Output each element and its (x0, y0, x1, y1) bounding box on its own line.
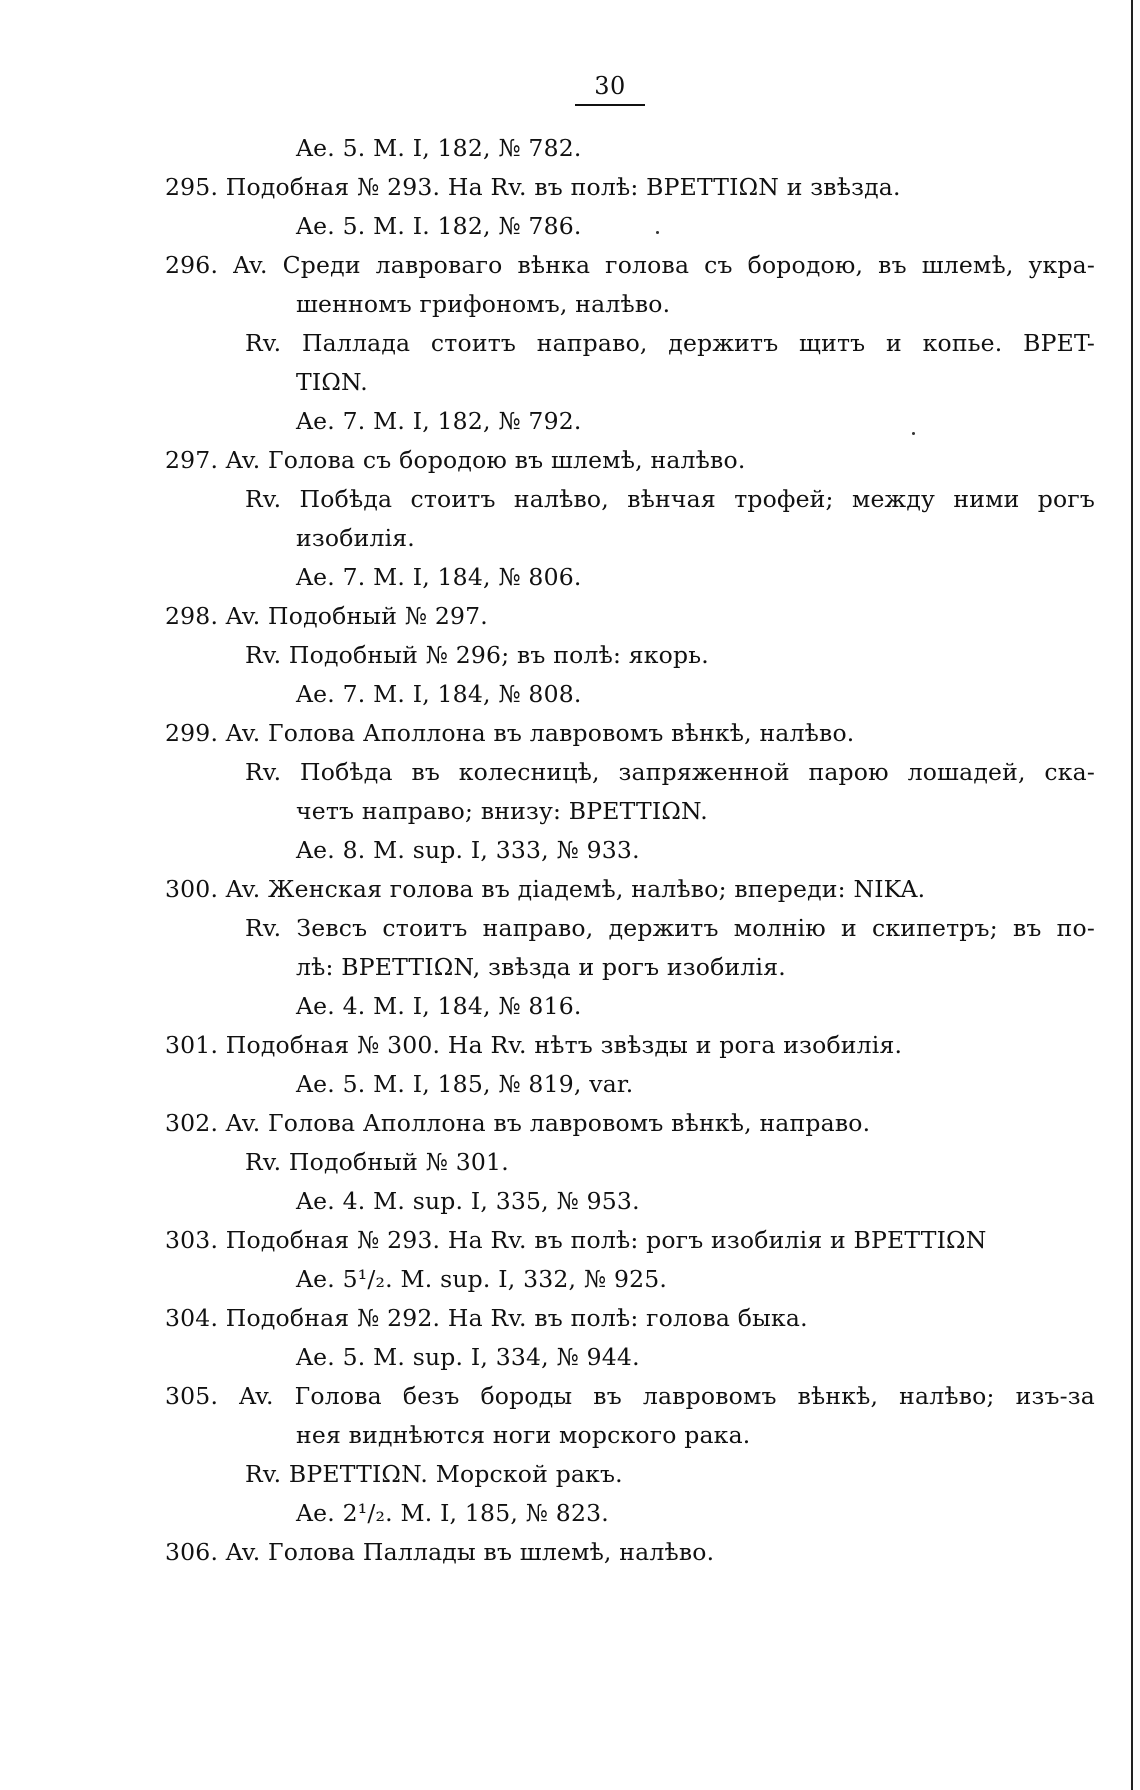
text-line: Ae. 7. M. I, 184, № 808. (296, 680, 582, 708)
text-line: 300. Av. Женская голова въ діадемѣ, налѣво; впереди: NIKA. (165, 875, 926, 903)
text-line: Ae. 7. M. I, 182, № 792. (296, 407, 582, 435)
text-line: 306. Av. Голова Паллады въ шлемѣ, налѣво. (165, 1538, 715, 1566)
text-line: Ae. 5. M. I, 182, № 782. (296, 134, 582, 162)
text-line: 304. Подобная № 292. На Rv. въ полѣ: голова быка. (165, 1304, 808, 1332)
text-line: 301. Подобная № 300. На Rv. нѣтъ звѣзды и рога изобилія. (165, 1031, 903, 1059)
text-line: 298. Av. Подобный № 297. (165, 602, 488, 630)
text-line: Ae. 5¹/₂. M. sup. I, 332, № 925. (296, 1265, 668, 1293)
text-line: 303. Подобная № 293. На Rv. въ полѣ: рогъ изобилія и BPETTIΩN (165, 1226, 987, 1254)
text-line: Ae. 5. M. I. 182, № 786. (296, 212, 582, 240)
text-line: Ae. 5. M. I, 185, № 819, var. (296, 1070, 634, 1098)
text-line: изобилія. (296, 524, 415, 552)
text-line: Rv. Побѣда въ колесницѣ, запряженной парою лошадей, ска- (245, 758, 1095, 786)
text-line: Ae. 4. M. sup. I, 335, № 953. (296, 1187, 640, 1215)
text-line: TIΩN. (296, 368, 368, 396)
text-line: 297. Av. Голова съ бородою въ шлемѣ, налѣво. (165, 446, 746, 474)
right-edge-rule (1131, 0, 1133, 1790)
text-line: Rv. Зевсъ стоитъ направо, держитъ молнію и скипетръ; въ по- (245, 914, 1095, 942)
text-line: 295. Подобная № 293. На Rv. въ полѣ: BPETTIΩN и звѣзда. (165, 173, 901, 201)
text-line: Rv. BPETTIΩN. Морской ракъ. (245, 1460, 623, 1488)
text-line: 299. Av. Голова Аполлона въ лавровомъ вѣнкѣ, налѣво. (165, 719, 855, 747)
text-line: Rv. Побѣда стоитъ налѣво, вѣнчая трофей; между ними рогъ (245, 485, 1095, 513)
text-line: Rv. Подобный № 296; въ полѣ: якорь. (245, 641, 709, 669)
text-line: Ae. 2¹/₂. M. I, 185, № 823. (296, 1499, 609, 1527)
text-line: 302. Av. Голова Аполлона въ лавровомъ вѣнкѣ, направо. (165, 1109, 871, 1137)
text-line: Ae. 5. M. sup. I, 334, № 944. (296, 1343, 640, 1371)
text-line: Rv. Подобный № 301. (245, 1148, 509, 1176)
speck (656, 231, 659, 234)
text-line: Ae. 7. M. I, 184, № 806. (296, 563, 582, 591)
text-line: четъ направо; внизу: BPETTIΩN. (296, 797, 708, 825)
text-line: 296. Av. Среди лавроваго вѣнка голова съ бородою, въ шлемѣ, укра- (165, 251, 1095, 279)
text-line: 305. Av. Голова безъ бороды въ лавровомъ вѣнкѣ, налѣво; изъ-за (165, 1382, 1095, 1410)
speck (912, 432, 915, 435)
text-line: Rv. Паллада стоитъ направо, держитъ щитъ и копье. BPET- (245, 329, 1095, 357)
text-line: нея виднѣются ноги морского рака. (296, 1421, 751, 1449)
page-number: 30 (575, 72, 645, 106)
text-line: Ae. 4. M. I, 184, № 816. (296, 992, 582, 1020)
text-line: Ae. 8. M. sup. I, 333, № 933. (296, 836, 640, 864)
text-line: лѣ: BPETTIΩN, звѣзда и рогъ изобилія. (296, 953, 786, 981)
text-line: шенномъ грифономъ, налѣво. (296, 290, 671, 318)
